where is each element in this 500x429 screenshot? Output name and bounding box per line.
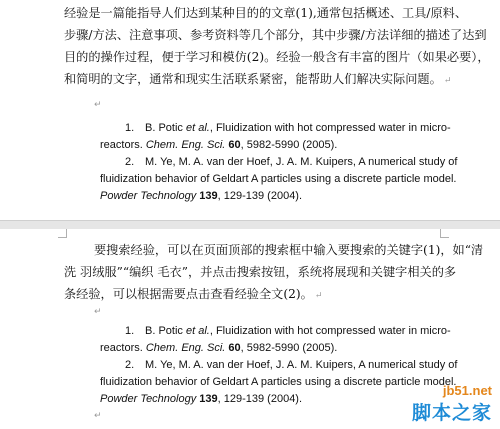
reference-item: 2. M. Ye, M. A. van der Hoef, J. A. M. Kuipers, A numerical study of bbox=[125, 359, 458, 371]
margin-corner-mark bbox=[440, 229, 449, 238]
reference-item-cont: Powder Technology 139, 129-139 (2004). bbox=[100, 190, 303, 202]
site-watermark bbox=[412, 383, 492, 425]
reference-item: 1. B. Potic et al., Fluidization with hot compressed water in micro- bbox=[125, 325, 451, 337]
body-line: 要搜索经验，可以在页面顶部的搜索框中输入要搜索的关键字(1)，如“清 bbox=[94, 243, 484, 257]
watermark-site: jb51.net bbox=[442, 383, 492, 398]
body-line: 经验是一篇能指导人们达到某种目的的文章(1),通常包括概述、工具/原料、 bbox=[64, 6, 468, 20]
watermark-name: 脚本之家 bbox=[411, 403, 492, 424]
body-line: 洗 羽绒服”“编织 毛衣”，并点击搜索按钮，系统将展现和关键字相关的多 bbox=[64, 265, 457, 279]
reference-item-cont: fluidization behavior of Geldart A particles using a discrete particle model. bbox=[100, 173, 457, 185]
reference-item: 1. B. Potic et al., Fluidization with hot compressed water in micro- bbox=[125, 122, 451, 134]
body-line: 目的的操作过程，便于学习和模仿(2)。经验一般含有丰富的图片（如果必要）， bbox=[64, 50, 490, 64]
reference-item: 2. M. Ye, M. A. van der Hoef, J. A. M. Kuipers, A numerical study of bbox=[125, 156, 458, 168]
paragraph-mark-icon: ↵ bbox=[314, 291, 323, 301]
margin-corner-mark bbox=[58, 229, 67, 238]
body-line: 和简明的文字，通常和现实生活联系紧密，能帮助人们解决实际问题。 ↵ bbox=[64, 72, 452, 86]
reference-item-cont: Powder Technology 139, 129-139 (2004). bbox=[100, 393, 303, 405]
body-line: 步骤/方法、注意事项、参考资料等几个部分，其中步骤/方法详细的描述了达到 bbox=[64, 28, 487, 42]
reference-item-cont: fluidization behavior of Geldart A particles using a discrete particle model. bbox=[100, 376, 457, 388]
paragraph-mark-icon: ↵ bbox=[94, 307, 102, 317]
reference-item-cont: reactors. Chem. Eng. Sci. 60, 5982-5990 (2005). bbox=[100, 342, 338, 354]
paragraph-mark-icon: ↵ bbox=[94, 100, 102, 110]
paragraph-mark-icon: ↵ bbox=[94, 411, 102, 421]
reference-item-cont: reactors. Chem. Eng. Sci. 60, 5982-5990 (2005). bbox=[100, 139, 338, 151]
body-line: 条经验，可以根据需要点击查看经验全文(2)。 ↵ bbox=[64, 287, 323, 301]
paragraph-mark-icon: ↵ bbox=[443, 76, 452, 86]
